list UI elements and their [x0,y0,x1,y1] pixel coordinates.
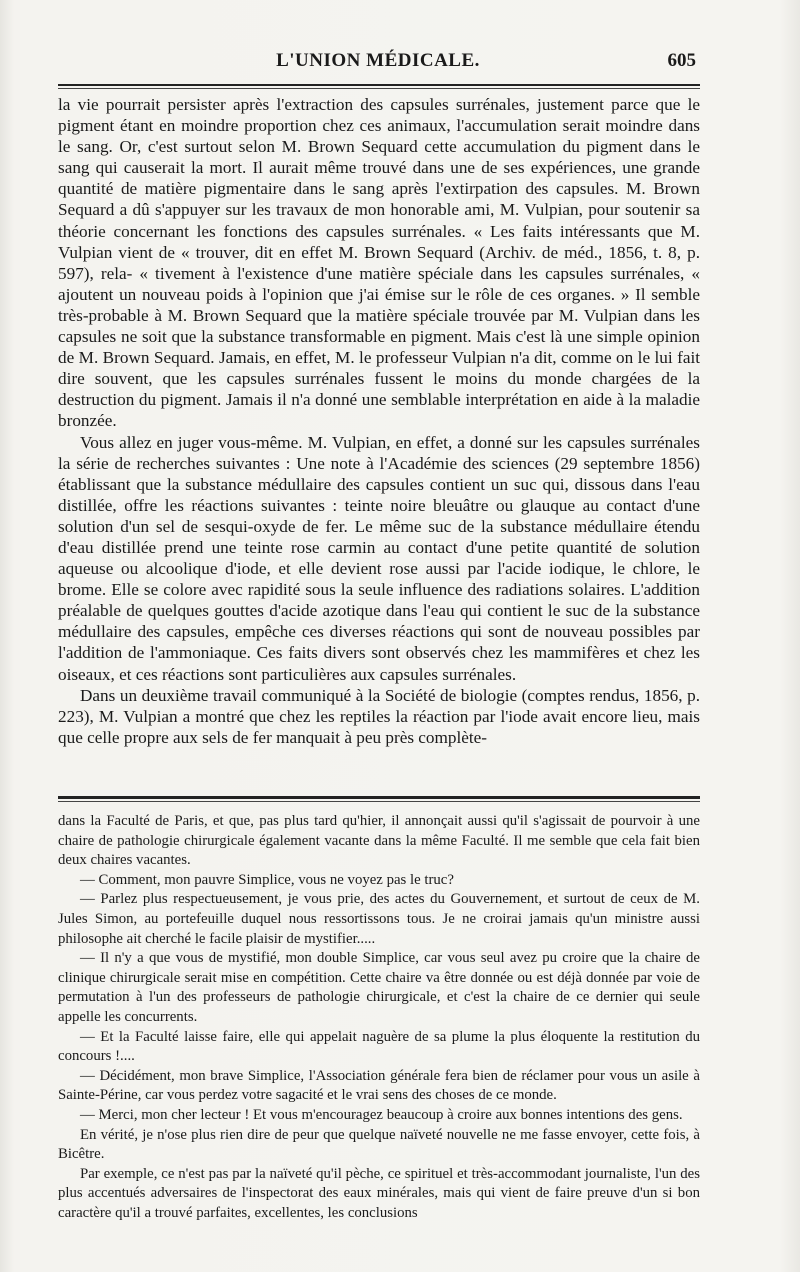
feuilleton-paragraph: — Comment, mon pauvre Simplice, vous ne voyez pas le truc? [80,871,454,888]
feuilleton-paragraph: — Décidément, mon brave Simplice, l'Association générale fera bien de réclamer pour vous un asile à Sainte-Périne, car vous perdez votre sagacité et le vrai sens des choses de ce monde. [58,1067,700,1104]
feuilleton-paragraph: Par exemple, ce n'est pas par la naïveté qu'il pèche, ce spirituel et très-accommodant journaliste, l'un des plus accentués adversaires de l'inspectorat des eaux minérales, mais qui vient de faire preuve d'un si bon caractère qu'il a trouvé parfaites, excellentes, les conclusions [58,1165,700,1221]
feuilleton-separator [58,796,700,799]
main-paragraph: Dans un deuxième travail communiqué à la Société de biologie (comptes rendus, 1856, p. 223), M. Vulpian a montré que chez les reptiles la réaction par l'iode avait encore lieu, mais que celle propre aux sels de fer manquait à peu près complète- [58,685,700,747]
feuilleton-paragraph: En vérité, je n'ose plus rien dire de peur que quelque naïveté nouvelle ne me fasse envoyer, cette fois, à Bicêtre. [58,1126,700,1163]
header-rule-thin [58,88,700,89]
feuilleton-paragraph: — Parlez plus respectueusement, je vous prie, des actes du Gouvernement, et surtout de ceux de M. Jules Simon, au portefeuille duquel nous ressortissons tous. Je ne croirai jamais qu'un ministre aussi philosophe ait cherché le facile plaisir de mystifier..... [58,891,700,947]
main-paragraph: la vie pourrait persister après l'extraction des capsules surrénales, justement parce que le pigment étant en moindre proportion chez ces animaux, l'accumulation serait moindre dans le sang. Or, c'est surtout selon M. Brown Sequard cette accumulation du pigment dans le sang qui causerait la mort. Il aurait même trouvé dans une de ses expériences, une grande quantité de matière pigmentaire dans le sang après l'extirpation des capsules. M. Brown Sequard a dû s'appuyer sur les travaux de mon honorable ami, M. Vulpian, pour soutenir sa théorie concernant les fonctions des capsules surrénales. « Les faits intéressants que M. Vulpian vient de « trouver, dit en effet M. Brown Sequard (Archiv. de méd., 1856, t. 8, p. 597), rela- « tivement à l'existence d'une matière spéciale dans les capsules surrénales, « ajoutent un nouveau poids à l'opinion que j'ai émise sur le rôle de ces organes. » Il semble très-probable à M. Brown Sequard que la matière spéciale trouvée par M. Vulpian dans les capsules ne soit que la substance transformable en pigment. Mais c'est là une simple opinion de M. Brown Sequard. Jamais, en effet, M. le professeur Vulpian n'a dit, comme on le lui fait dire souvent, que les capsules surrénales fussent le moins du monde chargées de la destruction du pigment. Jamais il n'a donné une semblable interprétation en aide à la maladie bronzée. [58,95,700,431]
feuilleton-paragraph: — Il n'y a que vous de mystifié, mon double Simplice, car vous seul avez pu croire que la chaire de clinique chirurgicale serait mise en compétition. Cette chaire va être donnée ou est déjà donnée par voie de permutation à l'un des professeurs de pathologie chirurgicale, et c'est la chaire de ce dernier qui seule appelle les concurrents. [58,950,700,1025]
feuilleton-paragraph: — Merci, mon cher lecteur ! Et vous m'encouragez beaucoup à croire aux bonnes intentions des gens. [80,1106,683,1123]
main-paragraph: Vous allez en juger vous-même. M. Vulpian, en effet, a donné sur les capsules surrénales la série de recherches suivantes : Une note à l'Académie des sciences (29 septembre 1856) établissant que la substance médullaire des capsules contient un suc qui, dissous dans l'eau distillée, offre les réactions suivantes : teinte noire bleuâtre ou glauque au contact d'une solution d'un sel de sesqui-oxyde de fer. Le même suc de la substance médullaire étendu d'eau distillée prend une teinte rose carmin au contact d'une petite quantité de solution aqueuse ou alcoolique d'iode, et elle devient rose aussi par l'acide iodique, le chlore, le brome. Elle se colore avec rapidité sous la seule influence des radiations solaires. L'addition préalable de quelques gouttes d'acide azotique dans l'eau qui contient le suc de la substance médullaire des capsules, empêche ces diverses réactions qui sont de nouveau possibles par l'addition de l'ammoniaque. Ces faits divers sont observés chez les mammifères et chez les oiseaux, et ces réactions sont particulières aux capsules surrénales. [58,432,700,684]
feuilleton-text [58,812,700,1223]
main-article-text [58,94,700,748]
header-rule [58,84,700,86]
feuilleton-separator-thin [58,801,700,802]
running-title: L'UNION MÉDICALE. [276,50,480,71]
feuilleton-paragraph: dans la Faculté de Paris, et que, pas plus tard qu'hier, il annonçait aussi qu'il s'agissait de pourvoir à une chaire de pathologie chirurgicale également vacante dans la même Faculté. Il me semble que cela fait bien deux chaires vacantes. [58,813,700,869]
feuilleton-paragraph: — Et la Faculté laisse faire, elle qui appelait naguère de sa plume la plus éloquente la restitution du concours !.... [58,1028,700,1065]
page-number: 605 [667,50,696,71]
page-header [58,46,698,76]
